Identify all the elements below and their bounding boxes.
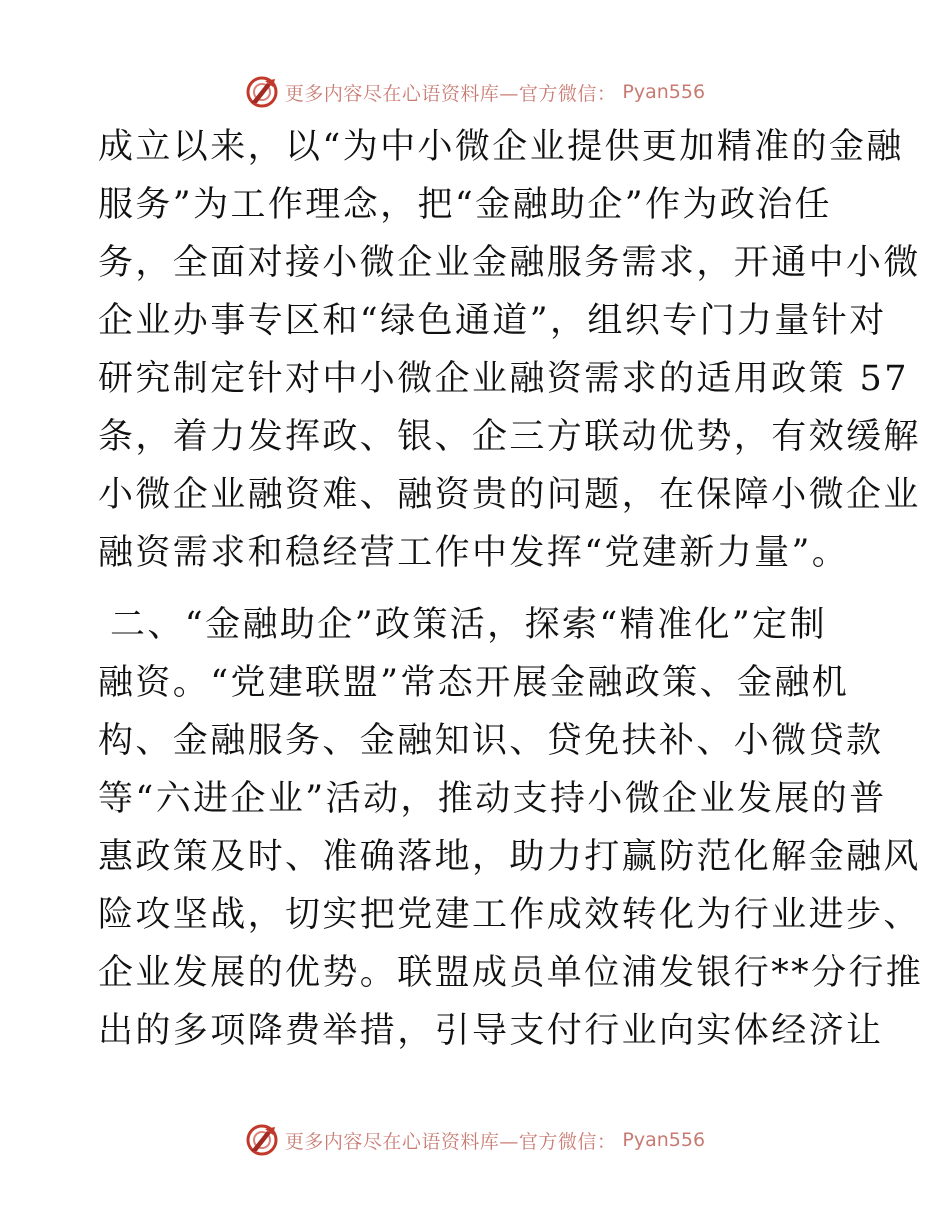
watermark-wechat-id: Pyan556 bbox=[622, 1129, 706, 1151]
document-body bbox=[98, 118, 924, 1060]
watermark-text: 更多内容尽在心语资料库—官方微信： bbox=[284, 82, 617, 105]
footer-watermark bbox=[0, 1120, 950, 1160]
feather-pen-logo-icon bbox=[245, 75, 279, 109]
header-watermark bbox=[0, 72, 950, 112]
text-line: 融资需求和稳经营工作中发挥“党建新力量”。 bbox=[98, 533, 850, 573]
paragraph bbox=[98, 596, 924, 1060]
text-line: 出的多项降费举措，引导支付行业向实体经济让 bbox=[98, 1011, 884, 1051]
text-line: 务，全面对接小微企业金融服务需求，开通中小微 bbox=[98, 243, 921, 283]
paragraph bbox=[98, 118, 921, 582]
text-line: 企业发展的优势。联盟成员单位浦发银行**分行推 bbox=[98, 953, 924, 993]
text-line: 成立以来，以“为中小微企业提供更加精准的金融 bbox=[98, 127, 904, 167]
text-line: 小微企业融资难、融资贵的问题，在保障小微企业 bbox=[98, 475, 921, 515]
text-line: 惠政策及时、准确落地，助力打赢防范化解金融风 bbox=[98, 837, 921, 877]
feather-pen-logo-icon bbox=[245, 1123, 279, 1157]
text-line: 服务”为工作理念，把“金融助企”作为政治任 bbox=[98, 185, 833, 225]
watermark-wechat-id: Pyan556 bbox=[622, 81, 706, 103]
text-line: 等“六进企业”活动，推动支持小微企业发展的普 bbox=[98, 779, 887, 819]
text-line: 险攻坚战，切实把党建工作成效转化为行业进步、 bbox=[98, 895, 921, 935]
section-heading-line: 二、“金融助企”政策活，探索“精准化”定制 bbox=[110, 605, 827, 645]
text-line: 构、金融服务、金融知识、贷免扶补、小微贷款 bbox=[98, 721, 884, 761]
text-line: 企业办事专区和“绿色通道”，组织专门力量针对 bbox=[98, 301, 887, 341]
text-line: 融资。“党建联盟”常态开展金融政策、金融机 bbox=[98, 663, 850, 703]
text-line: 条，着力发挥政、银、企三方联动优势，有效缓解 bbox=[98, 417, 921, 457]
watermark-text: 更多内容尽在心语资料库—官方微信： bbox=[284, 1130, 617, 1153]
text-line: 研究制定针对中小微企业融资需求的适用政策 57 bbox=[98, 359, 909, 399]
